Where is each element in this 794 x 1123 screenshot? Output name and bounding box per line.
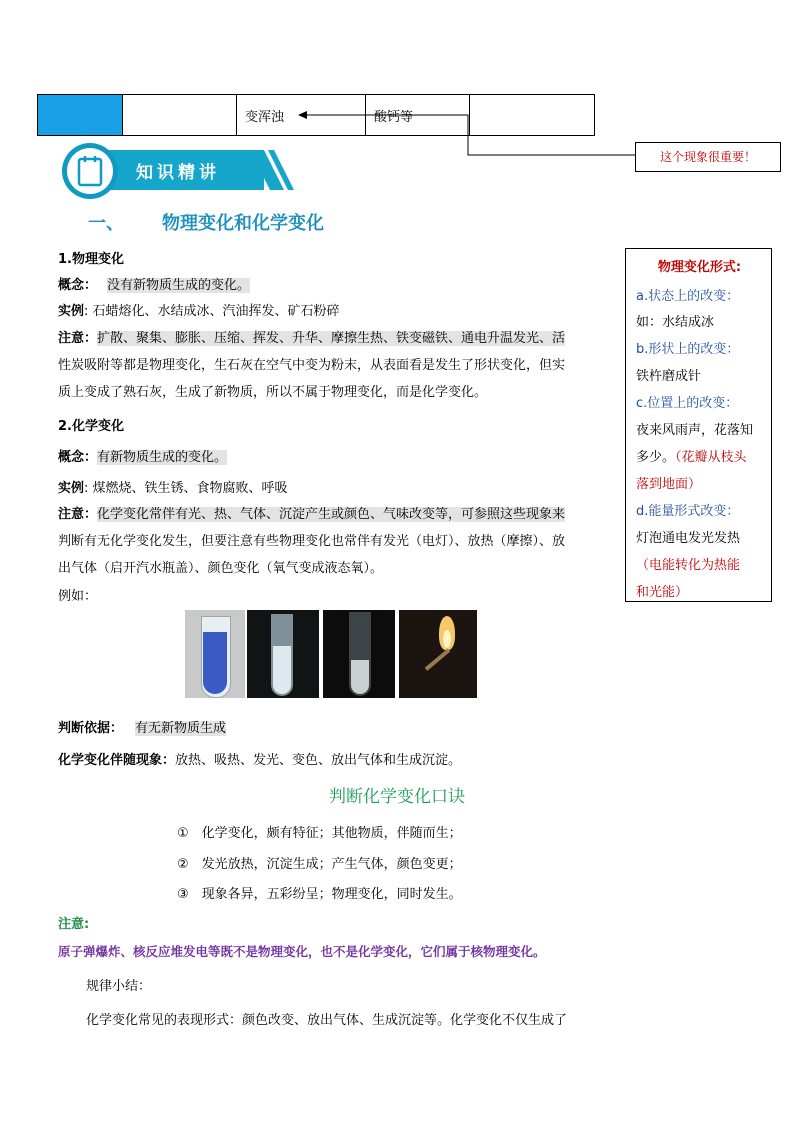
form-a-example: 如：水结成冰 [636,315,715,330]
judge-basis [58,717,226,736]
callout-box: 这个现象很重要！ [635,142,781,172]
form-d-label: d.能量形式改变： [636,504,740,519]
table-cell-calcium: 酸钙等 [366,95,470,136]
white-precipitate-photo [247,610,319,698]
physical-forms-box [625,248,772,602]
chemical-example [58,477,288,496]
example-text: : 煤燃烧、铁生锈、食物腐败、呼吸 [84,481,288,496]
experiment-photos [185,610,477,698]
form-c-line2b: （花瓣从枝头 [675,450,747,465]
rhyme-title: 判断化学变化口诀 [329,787,465,807]
burning-match-photo [399,610,477,698]
summary-text [86,1009,567,1028]
form-a-label: a.状态上的改变： [636,289,740,304]
chemical-concept [58,446,227,465]
rhyme-line-2: ② 发光放热，沉淀生成；产生气体，颜色变更； [177,857,462,872]
concept-label: 概念： [58,450,98,465]
example-label: 实例 [58,481,85,496]
judge-value: 有无新物质生成 [135,721,227,736]
blue-precipitate-photo [185,610,245,698]
note-label: 注意： [58,331,98,346]
accompany [58,749,461,768]
section-title: 物理变化和化学变化 [162,213,324,234]
banner-stripes [250,150,300,190]
example-text: : 石蜡熔化、水结成冰、汽油挥发、矿石粉碎 [84,304,340,319]
chemical-note-1 [58,503,565,522]
chemical-note-3: 出气体（启开汽水瓶盖）、颜色变化（氧气变成液态氧）。 [58,561,384,576]
physical-note-1 [58,327,565,346]
example-label: 实例 [58,304,85,319]
chemical-heading: 2.化学变化 [58,419,124,434]
note-text: 扩散、聚集、膨胀、压缩、挥发、升华、摩擦生热、铁变磁铁、通电升温发光、活 [97,331,566,346]
rhyme-line-1: ① 化学变化，颇有特征；其他物质，伴随而生； [177,826,462,841]
form-c-line1: 夜来风雨声，花落知 [636,423,754,438]
summary-body: 化学变化常见的表现形式：颜色改变、放出气体、生成沉淀等。化学变化不仅生成了 [86,1013,568,1028]
accompany-value: 放热、吸热、发光、变色、放出气体和生成沉淀。 [175,753,462,768]
physical-note-3: 质上变成了熟石灰，生成了新物质，所以不属于物理变化，而是化学变化。 [58,385,488,400]
accompany-label: 化学变化伴随现象： [58,753,176,768]
form-c-line2a: 多少。 [636,450,676,465]
physical-note-2: 性炭吸附等都是物理变化，生石灰在空气中变为粉末，从表面看是发生了形状变化，但实 [58,358,566,373]
section-number: 一、 [88,213,124,234]
chemical-note-2: 判断有无化学变化发生，但要注意有些物理变化也常伴有发光（电灯）、放热（摩擦）、放 [58,534,566,549]
note-label: 注意： [58,507,98,522]
form-c-line2 [636,446,747,465]
concept-text: 没有新物质生成的变化。 [107,278,251,293]
physical-heading: 1.物理变化 [58,252,124,267]
form-d-line1: 灯泡通电发光发热 [636,531,741,546]
judge-label: 判断依据： [58,721,124,736]
section-heading [88,209,324,235]
form-c-line3: 落到地面） [636,477,702,492]
physical-concept [58,274,250,293]
table-cell-turbid: 变浑浊 [237,95,366,136]
summary-title: 规律小结： [86,979,152,994]
gas-bubbles-photo [323,610,395,698]
form-d-line3: 和光能） [636,585,689,600]
example-intro: 例如： [58,589,98,604]
form-c-label: c.位置上的改变： [636,396,739,411]
physical-example [58,300,340,319]
banner-label: 知识精讲 [136,163,220,183]
sidebar-title: 物理变化形式: [657,260,742,275]
concept-label: 概念： [58,278,98,293]
notebook-icon [62,143,118,199]
concept-text: 有新物质生成的变化。 [97,450,228,465]
form-b-example: 铁杵磨成针 [636,369,702,384]
note-text: 化学变化常伴有光、热、气体、沉淀产生或颜色、气味改变等，可参照这些现象来 [97,507,566,522]
attention-text: 原子弹爆炸、核反应堆发电等既不是物理变化，也不是化学变化，它们属于核物理变化。 [58,944,546,959]
form-b-label: b.形状上的改变： [636,342,740,357]
form-d-line2: （电能转化为热能 [636,558,741,573]
rhyme-line-3: ③ 现象各异，五彩纷呈；物理变化，同时发生。 [177,887,462,902]
attention-title: 注意: [58,917,90,932]
